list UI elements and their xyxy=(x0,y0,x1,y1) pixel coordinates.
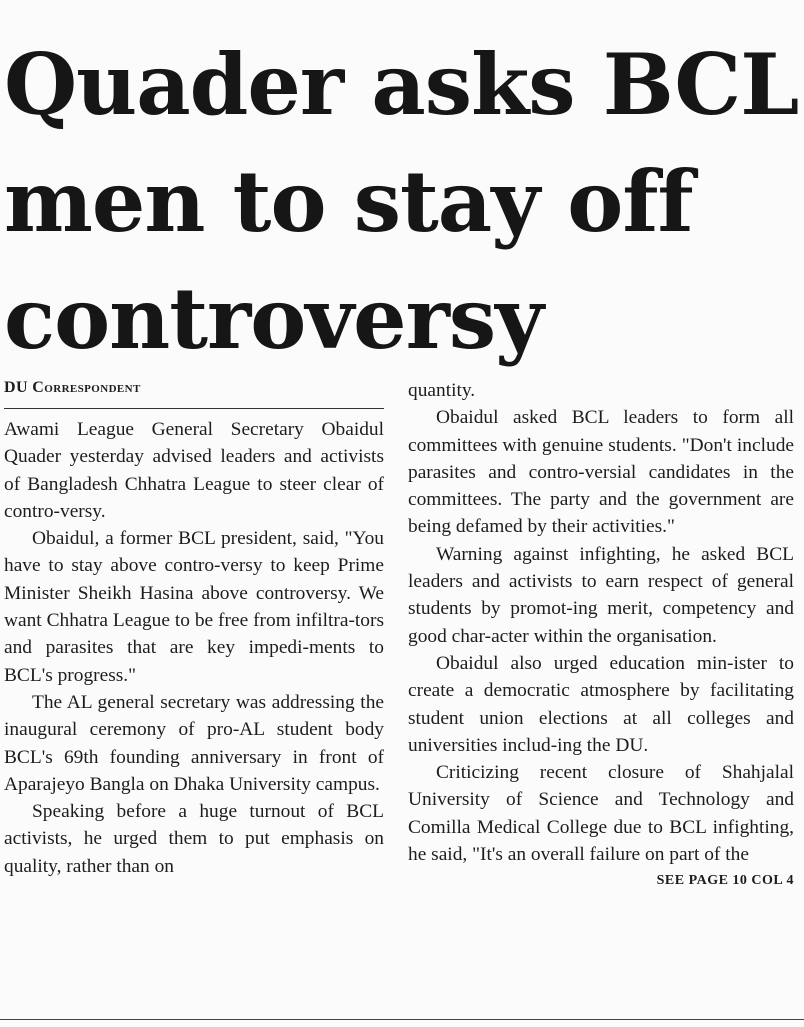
byline: DU Correspondent xyxy=(4,374,384,409)
paragraph: Warning against infighting, he asked BCL leaders and activists to earn respect of general students by promot-ing merit, competency and good char-acter within the organisation. xyxy=(408,543,794,647)
paragraph: Obaidul also urged education min-ister to create a democratic atmosphere by facilitating student union elections at all colleges and universities includ-ing the DU. xyxy=(408,652,794,756)
paragraph: Obaidul asked BCL leaders to form all committees with genuine students. "Don't include parasites and contro-versial candidates in the committees. The party and the government are being defamed by their activities." xyxy=(408,407,794,538)
paragraph: Obaidul, a former BCL president, said, "You have to stay above contro-versy to keep Prime Minister Sheikh Hasina above controversy. We want Chhatra League to be free from infiltra-tors and parasites that are key impedi-ments to BCL's progress." xyxy=(4,528,384,686)
paragraph: The AL general secretary was addressing the inaugural ceremony of pro-AL student body BCL's 69th founding anniversary in front of Aparajeyo Bangla on Dhaka University campus. xyxy=(4,691,384,795)
paragraph: Awami League General Secretary Obaidul Quader yesterday advised leaders and activists of Bangladesh Chhatra League to steer clear of contro-versy. xyxy=(4,419,384,522)
bottom-rule xyxy=(0,1019,804,1020)
headline: Quader asks BCL men to stay off controversy xyxy=(4,35,799,368)
paragraph: Speaking before a huge turnout of BCL activists, he urged them to put emphasis on quality, rather than on xyxy=(4,801,384,877)
article-column-left xyxy=(4,374,384,880)
paragraph: Criticizing recent closure of Shahjalal University of Science and Technology and Comilla Medical College due to BCL infighting, he said, "It's an overall failure on part of the xyxy=(408,762,794,866)
paragraph: quantity. xyxy=(408,380,476,401)
article-column-right xyxy=(408,377,794,892)
jump-line: SEE PAGE 10 COL 4 xyxy=(656,873,794,889)
